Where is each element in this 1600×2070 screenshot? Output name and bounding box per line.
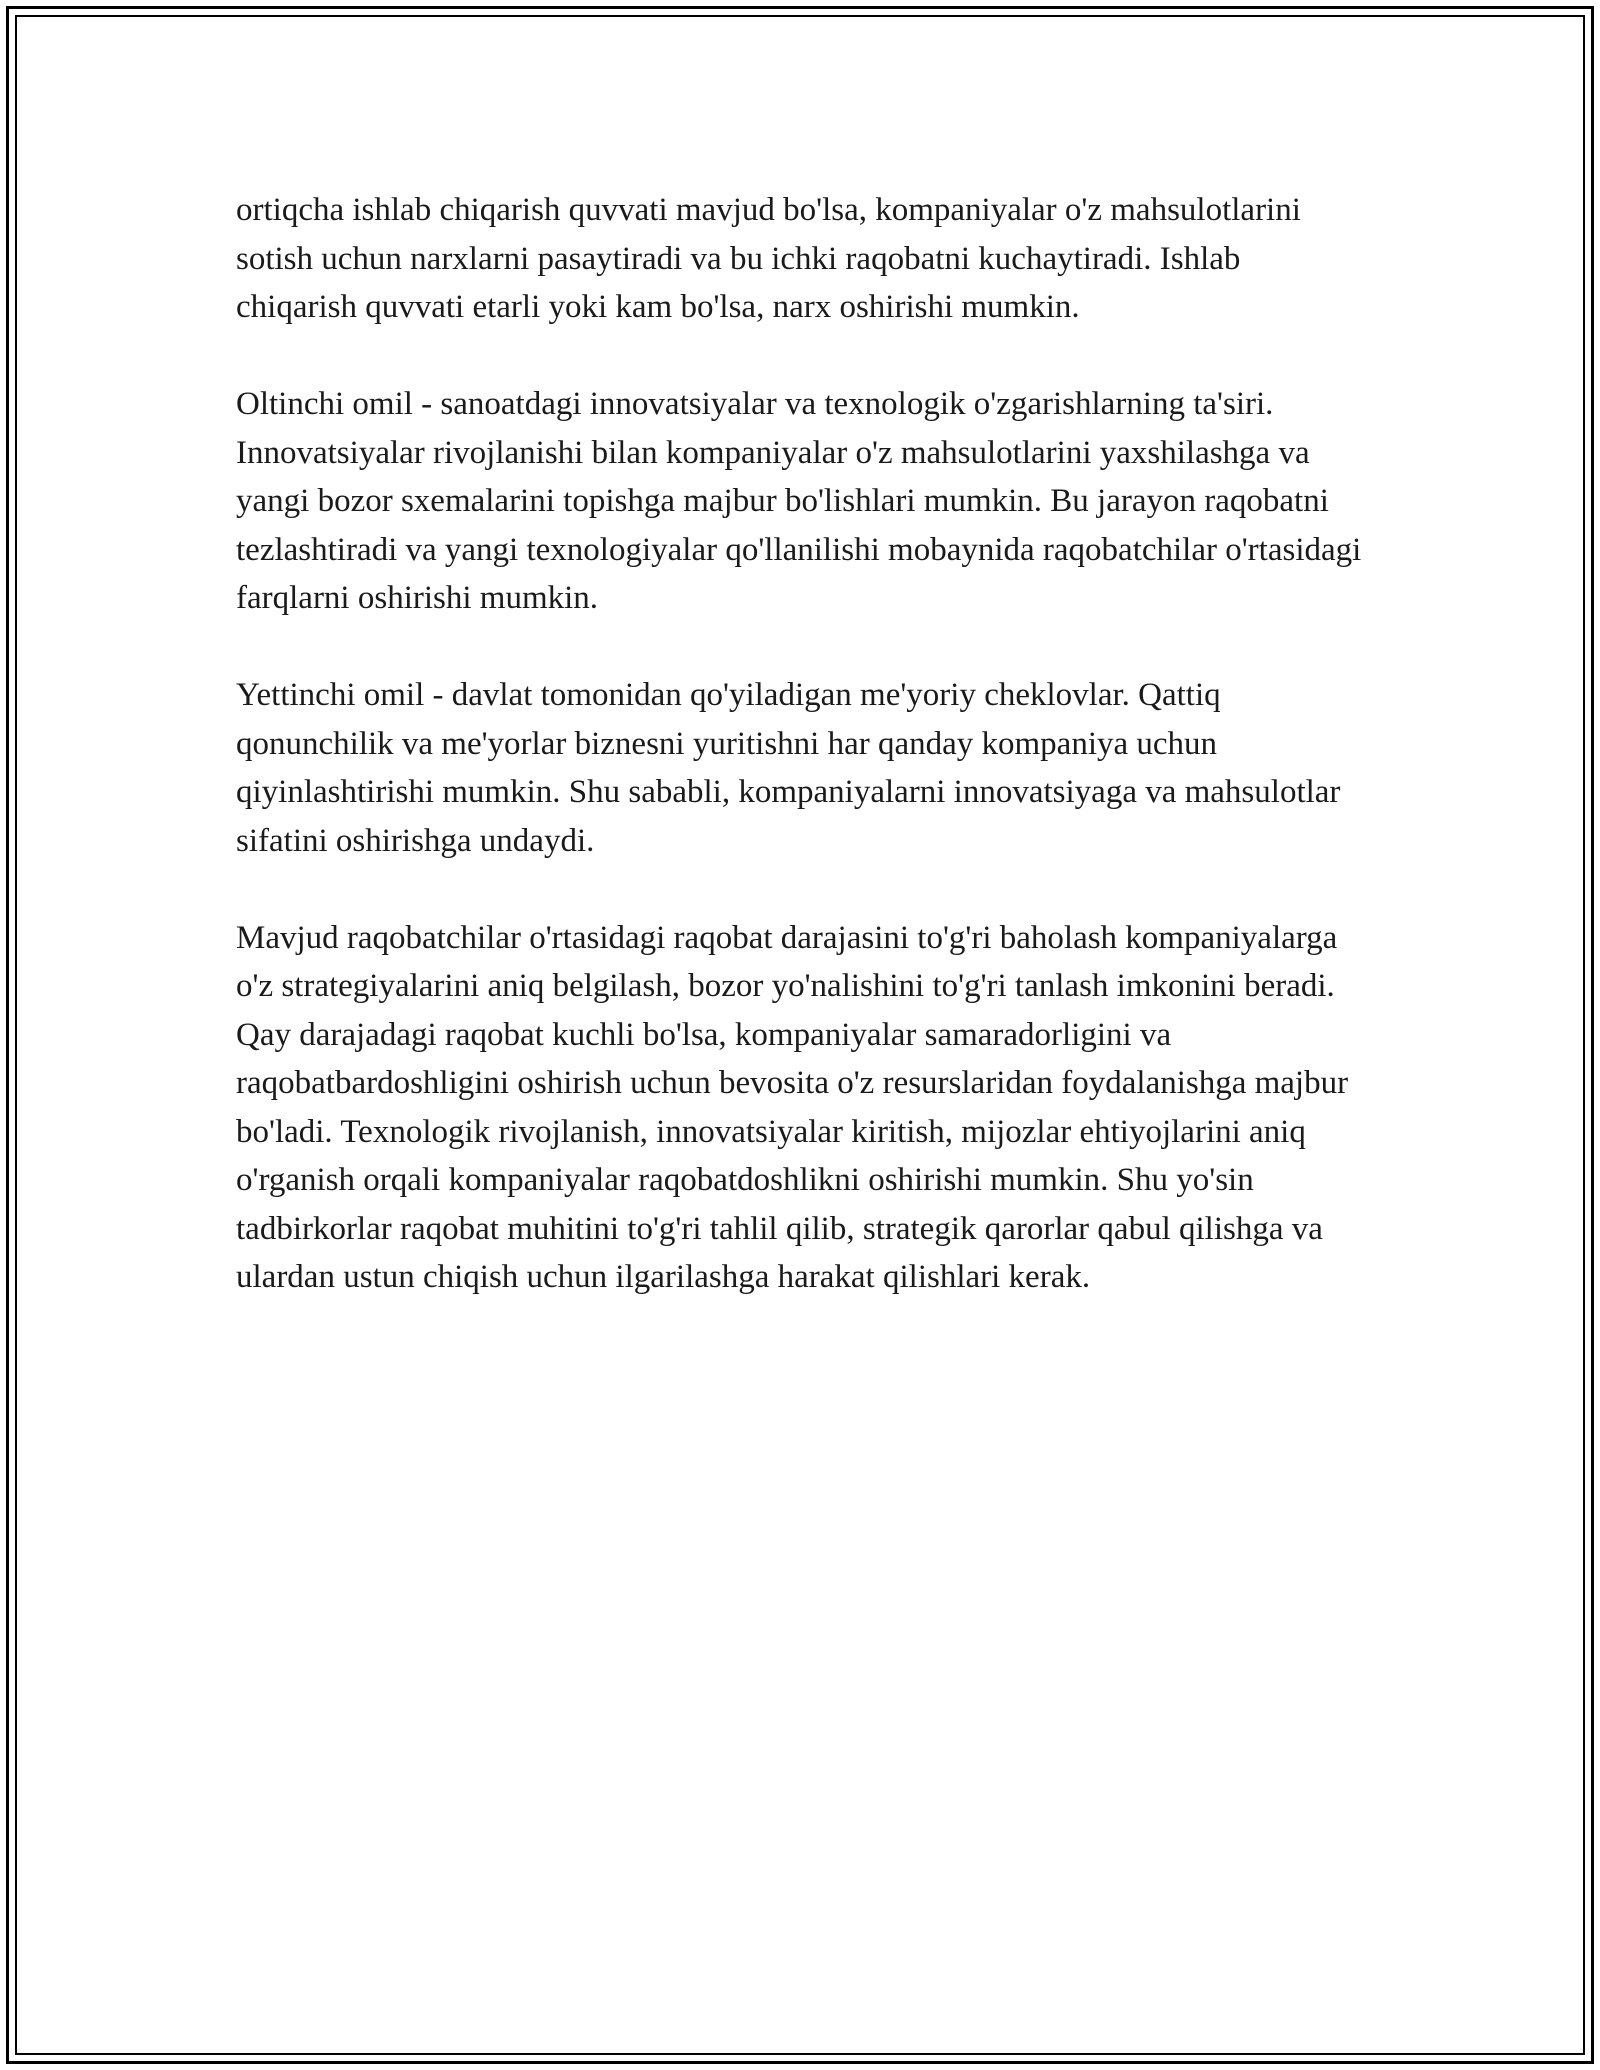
paragraph-2: Oltinchi omil - sanoatdagi innovatsiyalar va texnologik o'zgarishlarning ta'siri. Innovatsiyalar rivojlanishi bilan kompaniyalar o'z mahsulotlarini yaxshilashga va yangi bozor sxemalarini topishga majbur bo'lishlari mumkin. Bu jarayon raqobatni tezlashtiradi va yangi texnologiyalar qo'llanilishi mobaynida raqobatchilar o'rtasidagi farqlarni oshirishi mumkin. bbox=[236, 386, 1362, 616]
document-body bbox=[236, 186, 1366, 1350]
paragraph-3: Yettinchi omil - davlat tomonidan qo'yiladigan me'yoriy cheklovlar. Qattiq qonunchilik va me'yorlar biznesni yuritishni har qanday kompaniya uchun qiyinlashtirishi mumkin. Shu sababli, kompaniyalarni innovatsiyaga va mahsulotlar sifatini oshirishga undaydi. bbox=[236, 677, 1341, 859]
paragraph-1: ortiqcha ishlab chiqarish quvvati mavjud bo'lsa, kompaniyalar o'z mahsulotlarini sotish uchun narxlarni pasaytiradi va bu ichki raqobatni kuchaytiradi. Ishlab chiqarish quvvati etarli yoki kam bo'lsa, narx oshirishi mumkin. bbox=[236, 192, 1301, 325]
paragraph-4: Mavjud raqobatchilar o'rtasidagi raqobat darajasini to'g'ri baholash kompaniyalarga o'z strategiyalarini aniq belgilash, bozor yo'nalishini to'g'ri tanlash imkonini beradi. Qay darajadagi raqobat kuchli bo'lsa, kompaniyalar samaradorligini va raqobatbardoshligini oshirish uchun bevosita o'z resurslaridan foydalanishga majbur bo'ladi. Texnologik rivojlanish, innovatsiyalar kiritish, mijozlar ehtiyojlarini aniq o'rganish orqali kompaniyalar raqobatdoshlikni oshirishi mumkin. Shu yo'sin tadbirkorlar raqobat muhitini to'g'ri tahlil qilib, strategik qarorlar qabul qilishga va ulardan ustun chiqish uchun ilgarilashga harakat qilishlari kerak. bbox=[236, 919, 1349, 1295]
